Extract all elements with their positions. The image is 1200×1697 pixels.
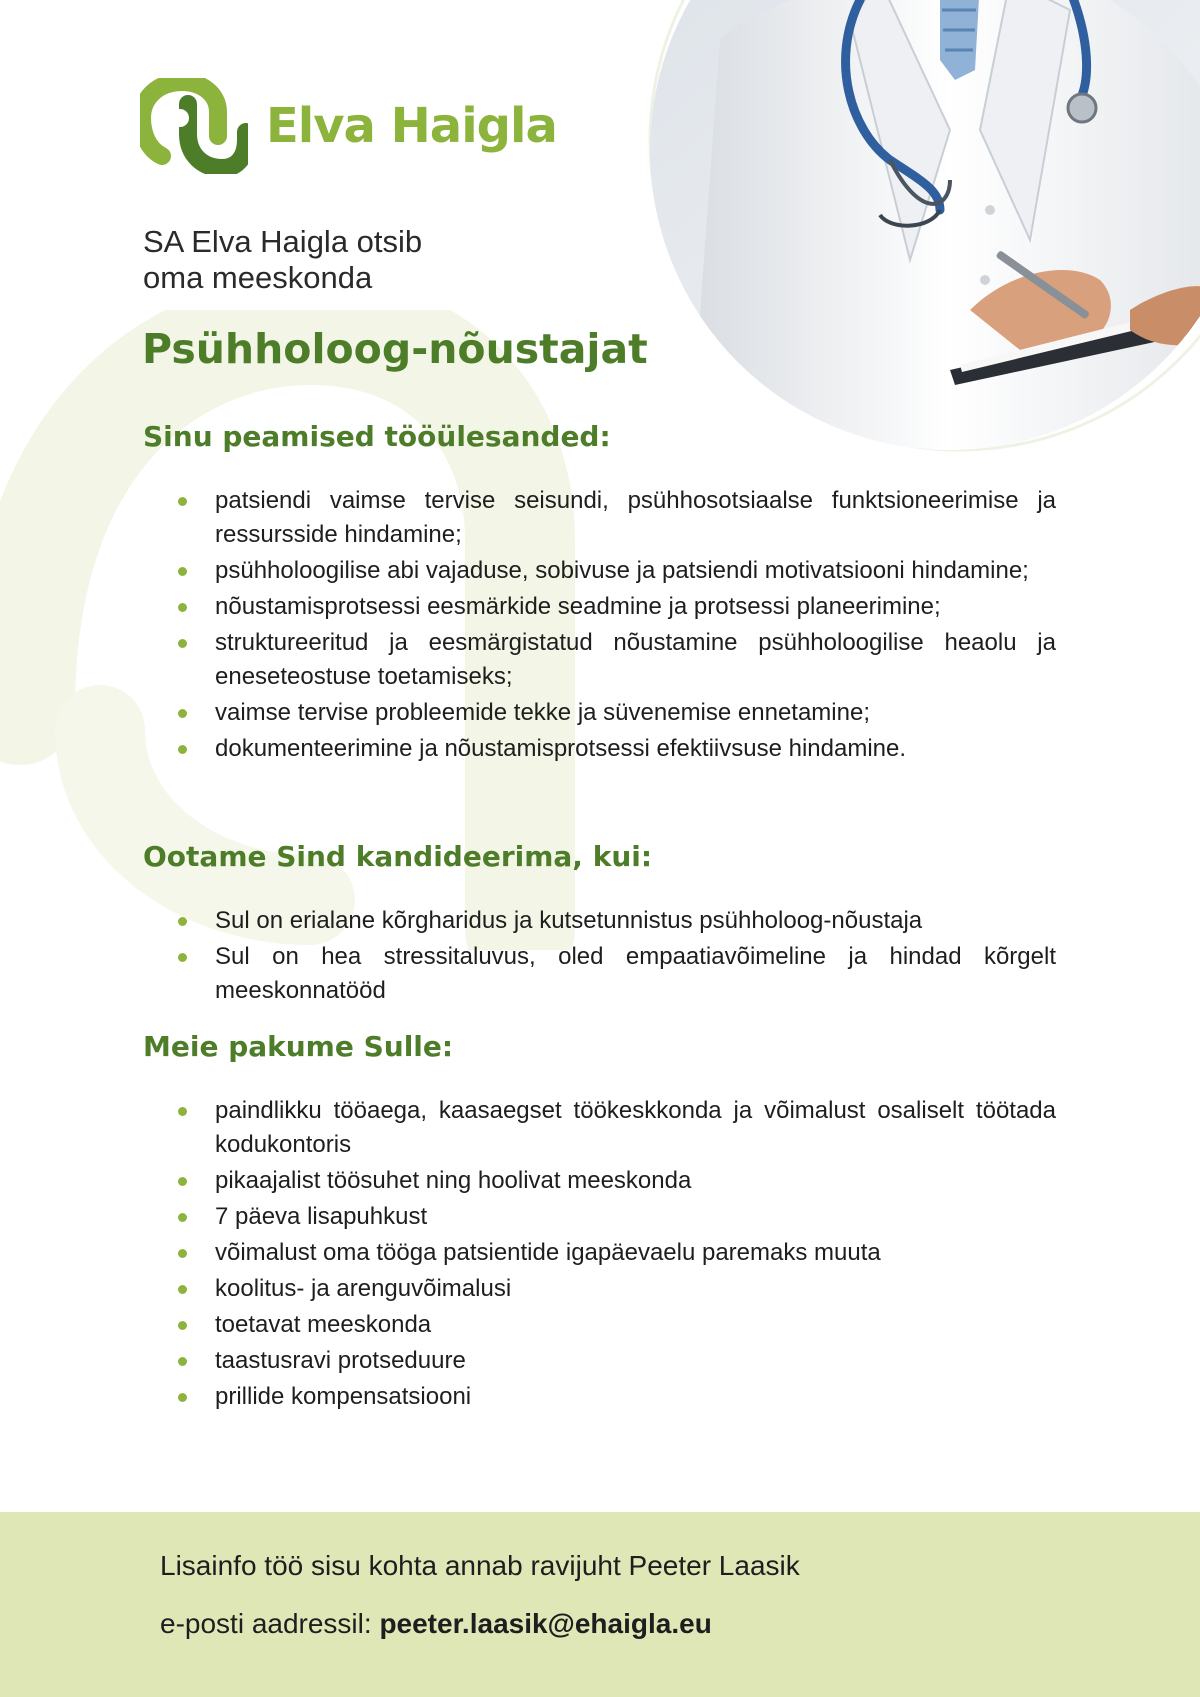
list-item-text: taastusravi protseduure bbox=[215, 1347, 466, 1374]
green-dot-icon bbox=[178, 917, 187, 926]
list-item bbox=[178, 732, 1056, 766]
green-dot-icon bbox=[178, 745, 187, 754]
list-item bbox=[178, 1094, 1056, 1162]
list-item-text: 7 päeva lisapuhkust bbox=[215, 1203, 428, 1230]
list-item-text: psühholoogilise abi vajaduse, sobivuse ja patsiendi motivatsiooni hindamine; bbox=[215, 557, 1029, 584]
green-dot-icon bbox=[178, 1177, 187, 1186]
tasks-heading: Sinu peamised tööülesanded: bbox=[143, 420, 611, 453]
list-item bbox=[178, 484, 1056, 552]
green-dot-icon bbox=[178, 497, 187, 506]
list-item bbox=[178, 554, 1056, 588]
list-item bbox=[178, 1380, 1056, 1414]
email-link[interactable]: peeter.laasik@ehaigla.eu bbox=[379, 1608, 712, 1639]
green-dot-icon bbox=[178, 639, 187, 648]
green-dot-icon bbox=[178, 1285, 187, 1294]
offer-list bbox=[178, 1094, 1056, 1416]
list-item-text: dokumenteerimine ja nõustamisprotsessi efektiivsuse hindamine. bbox=[215, 735, 907, 762]
brand-logo[interactable] bbox=[140, 78, 557, 174]
list-item bbox=[178, 590, 1056, 624]
green-dot-icon bbox=[178, 603, 187, 612]
list-item-text: võimalust oma tööga patsientide igapäevaelu paremaks muuta bbox=[215, 1239, 881, 1266]
intro-line-1: SA Elva Haigla otsib bbox=[143, 224, 423, 259]
list-item bbox=[178, 1200, 1056, 1234]
tasks-list bbox=[178, 484, 1056, 768]
list-item-text: pikaajalist töösuhet ning hoolivat meeskonda bbox=[215, 1167, 692, 1194]
elva-haigla-logo-icon bbox=[140, 78, 248, 174]
green-dot-icon bbox=[178, 953, 187, 962]
list-item-text: vaimse tervise probleemide tekke ja süvenemise ennetamine; bbox=[215, 699, 870, 726]
list-item-text: toetavat meeskonda bbox=[215, 1311, 432, 1338]
doctor-photo bbox=[650, 0, 1200, 450]
list-item-text: nõustamisprotsessi eesmärkide seadmine ja protsessi planeerimine; bbox=[215, 593, 941, 620]
list-item bbox=[178, 696, 1056, 730]
job-title: Psühholoog-nõustajat bbox=[142, 325, 648, 373]
list-item bbox=[178, 1272, 1056, 1306]
requirements-list bbox=[178, 904, 1056, 1010]
green-dot-icon bbox=[178, 1357, 187, 1366]
list-item bbox=[178, 1344, 1056, 1378]
offer-heading: Meie pakume Sulle: bbox=[143, 1030, 454, 1063]
green-dot-icon bbox=[178, 1393, 187, 1402]
green-dot-icon bbox=[178, 567, 187, 576]
green-dot-icon bbox=[178, 1107, 187, 1116]
list-item bbox=[178, 1236, 1056, 1270]
list-item bbox=[178, 626, 1056, 694]
requirements-heading: Ootame Sind kandideerima, kui: bbox=[143, 840, 653, 873]
contact-info-line: Lisainfo töö sisu kohta annab ravijuht Peeter Laasik bbox=[160, 1550, 800, 1581]
contact-email-line bbox=[160, 1608, 712, 1640]
contact-footer bbox=[0, 1512, 1200, 1697]
list-item bbox=[178, 1164, 1056, 1198]
brand-name: Elva Haigla bbox=[266, 98, 557, 154]
list-item-text: paindlikku tööaega, kaasaegset töökeskkonda ja võimalust osaliselt töötada kodukontoris bbox=[215, 1097, 1056, 1158]
intro-line-2: oma meeskonda bbox=[143, 260, 373, 295]
green-dot-icon bbox=[178, 1213, 187, 1222]
list-item-text: prillide kompensatsiooni bbox=[215, 1383, 472, 1410]
email-prefix: e-posti aadressil: bbox=[160, 1608, 380, 1639]
green-dot-icon bbox=[178, 709, 187, 718]
list-item-text: struktureeritud ja eesmärgistatud nõustamine psühholoogilise heaolu ja eneseteostuse toetamiseks; bbox=[215, 629, 1056, 690]
list-item-text: Sul on erialane kõrgharidus ja kutsetunnistus psühholoog-nõustaja bbox=[215, 907, 923, 934]
list-item bbox=[178, 1308, 1056, 1342]
list-item-text: koolitus- ja arenguvõimalusi bbox=[215, 1275, 512, 1302]
list-item bbox=[178, 904, 1056, 938]
list-item-text: Sul on hea stressitaluvus, oled empaatiavõimeline ja hindad kõrgelt meeskonnatööd bbox=[215, 943, 1056, 1004]
list-item bbox=[178, 940, 1056, 1008]
green-dot-icon bbox=[178, 1249, 187, 1258]
list-item-text: patsiendi vaimse tervise seisundi, psühhosotsiaalse funktsioneerimise ja ressursside hindamine; bbox=[215, 487, 1056, 548]
green-dot-icon bbox=[178, 1321, 187, 1330]
intro-text bbox=[143, 224, 422, 296]
